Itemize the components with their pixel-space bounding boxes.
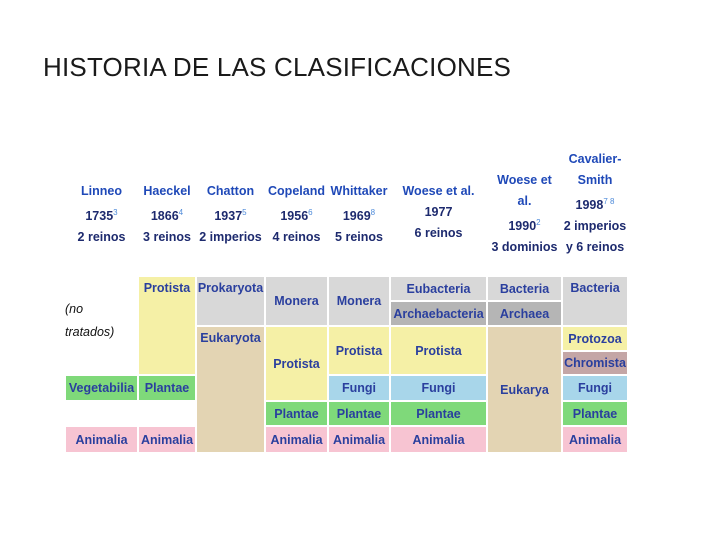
reference-marker[interactable]: 7 8	[603, 197, 615, 206]
column-header-4	[261, 181, 332, 248]
column-header-8	[558, 149, 632, 258]
header-count: 3 dominios	[491, 240, 558, 255]
taxon-cell-animalia: Animalia	[329, 427, 389, 452]
taxon-cell-monera: Monera	[329, 277, 389, 325]
taxon-cell-eukarya: Eukarya	[488, 327, 561, 452]
header-author: Whittaker	[330, 184, 388, 198]
taxon-cell-plantae: Plantae	[266, 402, 327, 425]
taxon-cell-prokaryota: Prokaryota	[197, 277, 264, 325]
taxon-cell-fungi: Fungi	[563, 376, 627, 400]
taxon-cell-animalia: Animalia	[66, 427, 137, 452]
reference-marker[interactable]: 2	[536, 218, 541, 227]
reference-marker[interactable]: 3	[113, 208, 118, 217]
reference-marker[interactable]: 4	[178, 208, 184, 217]
taxon-cell-plantae: Plantae	[563, 402, 627, 425]
taxon-cell-protista: Protista	[391, 327, 486, 374]
column-header-6	[386, 181, 491, 244]
side-note: (no tratados)	[65, 302, 115, 339]
taxon-cell-animalia: Animalia	[391, 427, 486, 452]
column-header-3	[192, 181, 269, 248]
header-author: Woese et al.	[402, 184, 475, 198]
taxon-cell-animalia: Animalia	[266, 427, 327, 452]
header-year: 1956$^6$	[280, 208, 313, 224]
header-author: Copeland	[268, 184, 325, 198]
header-year: 1937$^5$	[214, 208, 247, 224]
taxon-cell-protista: Protista	[139, 277, 195, 374]
taxon-cell-animalia: Animalia	[563, 427, 627, 452]
header-author: Linneo	[81, 184, 122, 198]
column-header-5	[324, 181, 394, 248]
taxon-cell-fungi: Fungi	[329, 376, 389, 400]
column-header-2	[134, 181, 200, 248]
header-count: 2 reinos	[77, 230, 126, 245]
header-author: Cavalier-Smith	[568, 152, 622, 187]
header-year: 1969$^8$	[342, 208, 376, 224]
taxon-cell-protista: Protista	[266, 327, 327, 400]
header-year: $1998^{7 8}$	[575, 197, 615, 213]
classification-table	[65, 145, 628, 453]
header-count: 5 reinos	[335, 230, 383, 245]
taxon-cell-monera: Monera	[266, 277, 327, 325]
header-year: 1990$^2$	[508, 218, 541, 234]
column-header-7	[483, 170, 566, 258]
taxon-cell-eukaryota: Eukaryota	[197, 327, 264, 452]
taxon-cell-animalia: Animalia	[139, 427, 195, 452]
taxon-cell-bacteria: Bacteria	[563, 277, 627, 325]
header-count: 2 imperios	[199, 230, 262, 245]
header-author: Chatton	[206, 184, 255, 198]
header-year: 1977	[424, 205, 453, 219]
taxon-cell-protista: Protista	[329, 327, 389, 374]
taxon-cell-chromista: Chromista	[563, 352, 627, 374]
reference-marker[interactable]: 6	[308, 208, 313, 217]
header-count: 2 imperios y 6 reinos	[563, 219, 627, 255]
header-author: Woese et al.	[497, 173, 552, 208]
taxon-cell-eubacteria: Eubacteria	[391, 277, 486, 300]
taxon-cell-archaebacteria: Archaebacteria	[391, 302, 486, 325]
taxon-cell-plantae: Plantae	[139, 376, 195, 400]
taxon-cell-fungi: Fungi	[391, 376, 486, 400]
header-author: Haeckel	[143, 184, 191, 198]
header-year: 1866$^4$	[150, 208, 184, 224]
header-year: 1735$^3$	[85, 208, 118, 224]
taxon-cell-archaea: Archaea	[488, 302, 561, 325]
header-count: 3 reinos	[143, 230, 191, 245]
taxon-cell-plantae: Plantae	[329, 402, 389, 425]
slide-title: HISTORIA DE LAS CLASIFICACIONES	[43, 52, 512, 82]
taxon-cell-plantae: Plantae	[391, 402, 486, 425]
taxon-cell-bacteria: Bacteria	[488, 277, 561, 300]
taxon-cell-vegetabilia: Vegetabilia	[66, 376, 137, 400]
header-count: 4 reinos	[272, 230, 321, 245]
header-count: 6 reinos	[414, 226, 463, 240]
column-header-1	[61, 181, 142, 248]
taxon-cell-protozoa: Protozoa	[563, 327, 627, 350]
reference-marker[interactable]: 8	[370, 208, 376, 217]
reference-marker[interactable]: 5	[242, 208, 247, 217]
